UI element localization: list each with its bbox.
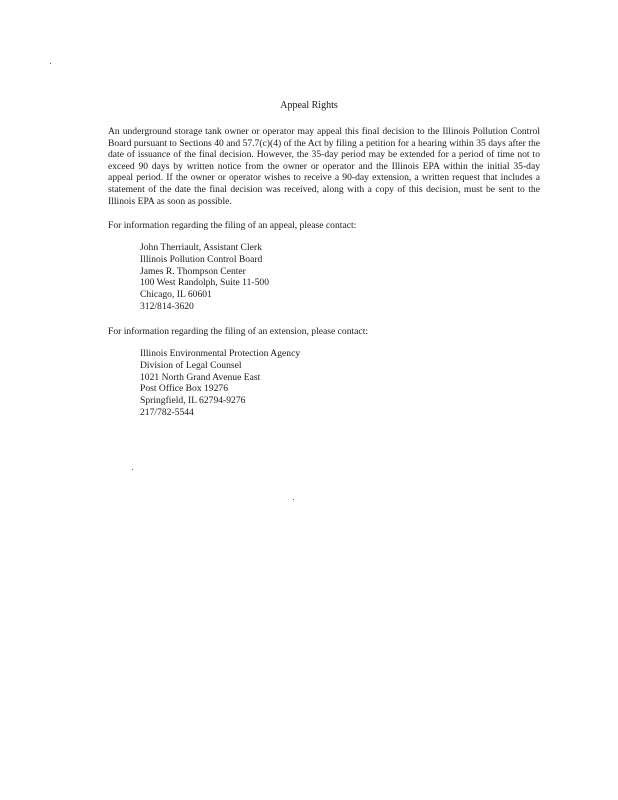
address-line: Chicago, IL 60601 — [140, 289, 212, 301]
address-line: 1021 North Grand Avenue East — [140, 371, 261, 383]
appeal-contact-address — [140, 242, 269, 313]
scan-speck — [293, 499, 294, 500]
address-line: 312/814-3620 — [140, 300, 194, 312]
address-line: Illinois Pollution Control Board — [140, 253, 263, 265]
appeal-contact-intro: For information regarding the filing of an appeal, please contact: — [108, 220, 357, 231]
address-line: Illinois Environmental Protection Agency — [140, 348, 301, 359]
address-line: Division of Legal Counsel — [140, 359, 242, 371]
scan-speck — [50, 63, 51, 64]
scan-speck — [132, 469, 133, 470]
address-line: 217/782-5544 — [140, 406, 194, 418]
address-line: John Therriault, Assistant Clerk — [140, 242, 262, 253]
extension-contact-address — [140, 348, 300, 419]
address-line: James R. Thompson Center — [140, 265, 246, 277]
extension-contact-intro: For information regarding the filing of an extension, please contact: — [108, 326, 369, 337]
address-line: 100 West Randolph, Suite 11-500 — [140, 277, 270, 289]
appeal-rights-paragraph: An underground storage tank owner or operator may appeal this final decision to the Illinois Pollution Control Board pursuant to Sections 40 and 57.7(c)(4) of the Act by filing a petition for a hearing within 35 days after the date of issuance of the final decision. However, the 35-day period may be extended for a period of time not to exceed 90 days by written notice from the owner or operator and the Illinois EPA within the initial 35-day appeal period. If the owner or operator wishes to receive a 90-day extension, a written request that includes a statement of the date the final decision was received, along with a copy of this decision, must be sent to the Illinois EPA as soon as possible. — [108, 126, 540, 207]
address-line: Springfield, IL 62794-9276 — [140, 395, 246, 407]
address-line: Post Office Box 19276 — [140, 383, 229, 395]
document-title: Appeal Rights — [280, 100, 338, 111]
